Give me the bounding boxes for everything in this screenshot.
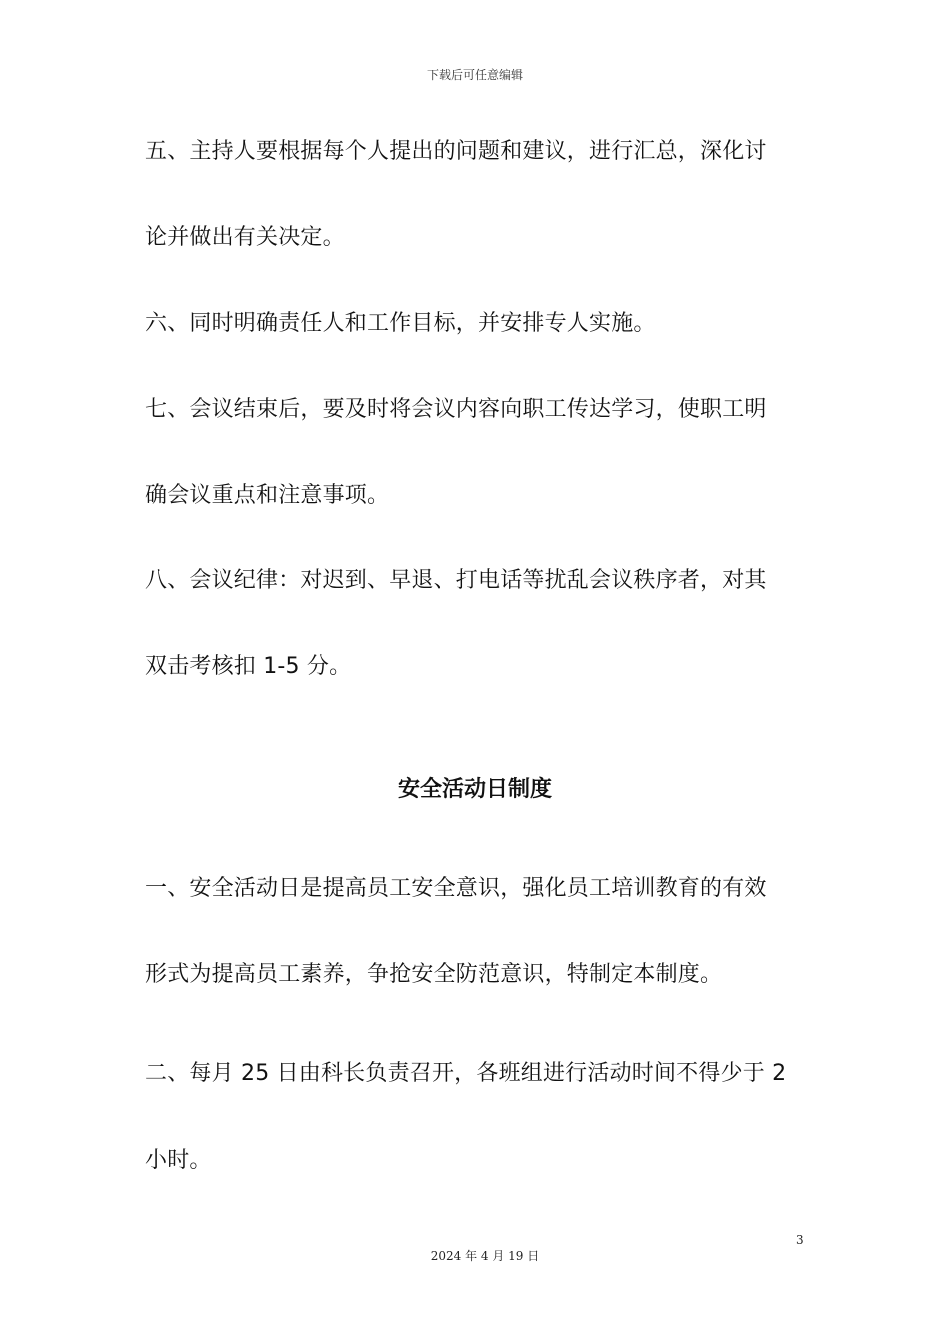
paragraph-line: 论并做出有关决定。 — [145, 225, 345, 250]
section-title: 安全活动日制度 — [397, 777, 552, 802]
paragraph-line: 一、安全活动日是提高员工安全意识，强化员工培训教育的有效 — [145, 876, 767, 901]
paragraph-line: 七、会议结束后，要及时将会议内容向职工传达学习，使职工明 — [145, 397, 767, 422]
paragraph-line: 五、主持人要根据每个人提出的问题和建议，进行汇总，深化讨 — [145, 139, 767, 164]
paragraph-line: 六、同时明确责任人和工作目标，并安排专人实施。 — [145, 311, 656, 336]
paragraph-line: 八、会议纪律：对迟到、早退、打电话等扰乱会议秩序者，对其 — [145, 568, 767, 593]
footer-date: 2024 年 4 月 19 日 — [430, 1249, 540, 1263]
paragraph-line: 二、每月 25 日由科长负责召开，各班组进行活动时间不得少于 2 — [145, 1061, 787, 1086]
paragraph-line: 形式为提高员工素养，争抢安全防范意识，特制定本制度。 — [145, 962, 723, 987]
header-note: 下载后可任意编辑 — [426, 68, 523, 82]
paragraph-line: 双击考核扣 1-5 分。 — [145, 654, 352, 679]
paragraph-line: 确会议重点和注意事项。 — [145, 483, 390, 508]
page-number: 3 — [796, 1233, 804, 1247]
paragraph-line: 小时。 — [145, 1148, 212, 1173]
